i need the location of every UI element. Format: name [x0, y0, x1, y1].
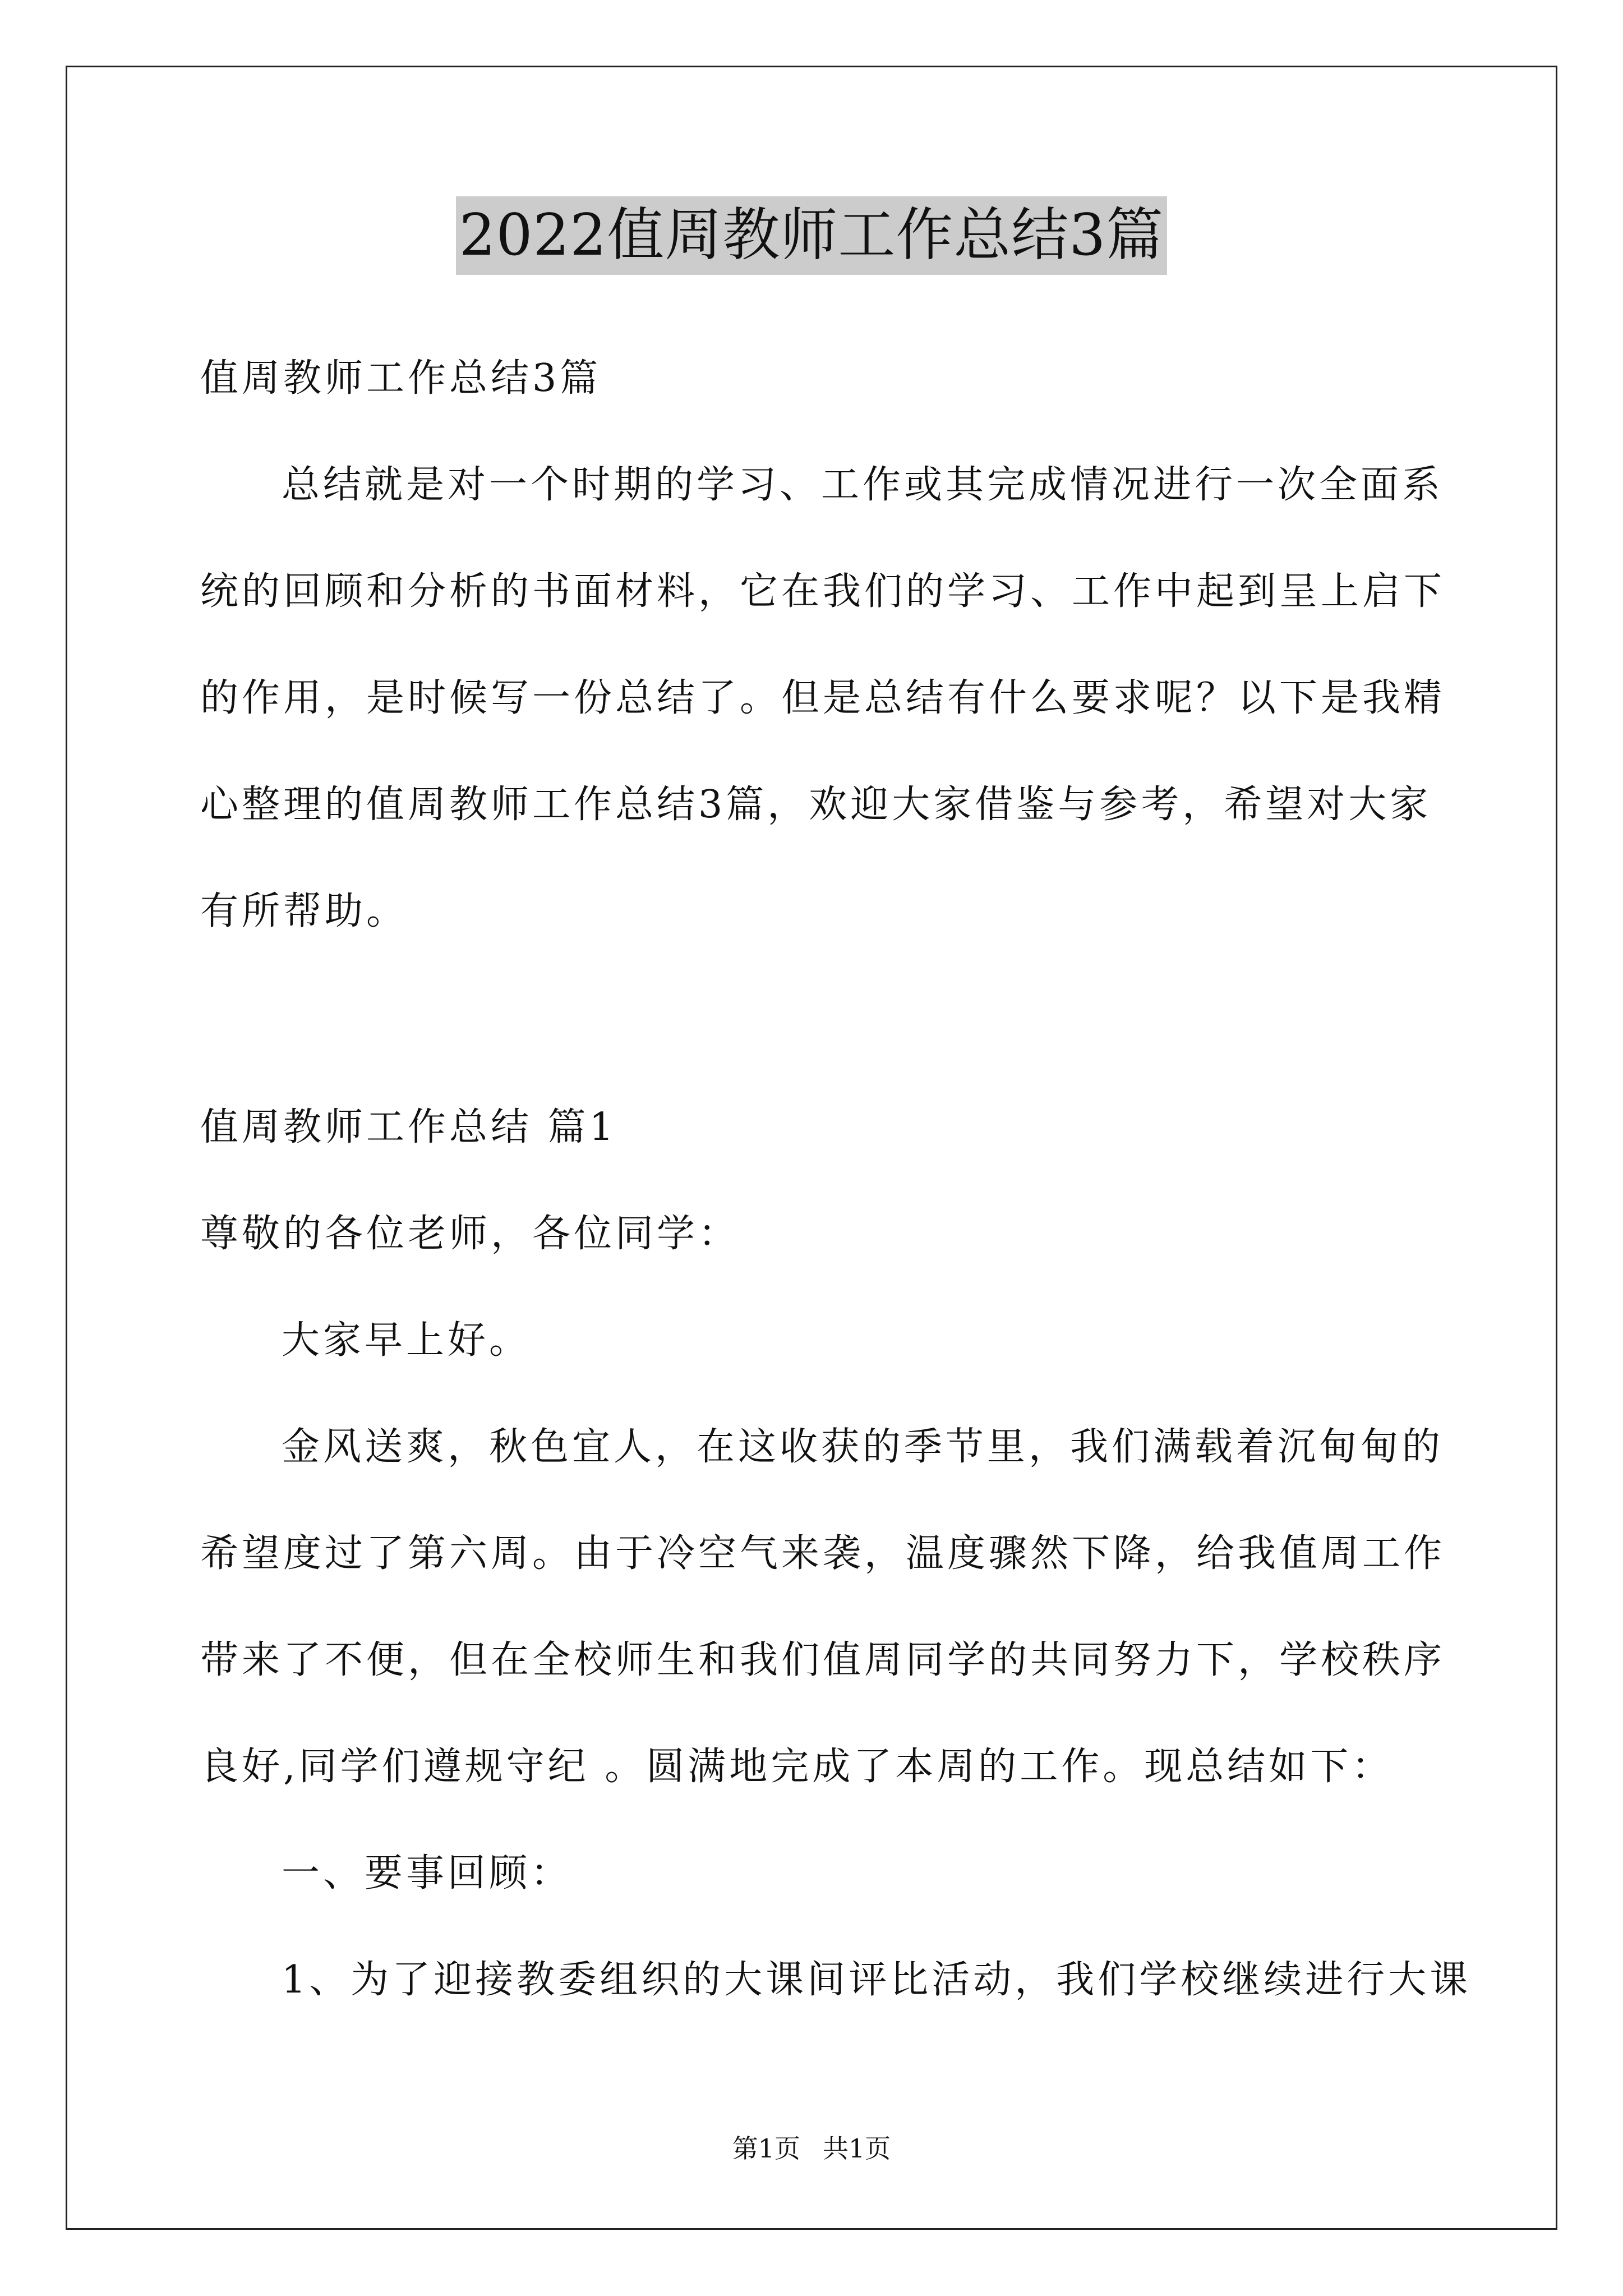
salutation-line: 尊敬的各位老师，各位同学： — [200, 1212, 740, 1256]
subtitle-line: 值周教师工作总结3篇 — [200, 356, 602, 401]
paragraph-line: 希望度过了第六周。由于冷空气来袭，温度骤然下降，给我值周工作 — [200, 1531, 1446, 1576]
list-heading: 一、要事回顾： — [282, 1851, 573, 1895]
page-footer — [0, 2132, 1623, 2165]
paragraph-line: 良好,同学们遵规守纪 。圆满地完成了本周的工作。现总结如下： — [200, 1745, 1394, 1789]
paragraph-line: 的作用，是时候写一份总结了。但是总结有什么要求呢？以下是我精 — [200, 676, 1446, 720]
paragraph-line: 带来了不便，但在全校师生和我们值周同学的共同努力下，学校秩序 — [200, 1638, 1446, 1682]
document-title: 2022值周教师工作总结3篇 — [456, 196, 1167, 275]
page-total: 共1页 — [823, 2133, 891, 2164]
paragraph-line: 总结就是对一个时期的学习、工作或其完成情况进行一次全面系 — [282, 463, 1444, 507]
paragraph-line: 统的回顾和分析的书面材料，它在我们的学习、工作中起到呈上启下 — [200, 569, 1446, 614]
title-container — [0, 196, 1623, 275]
paragraph-line: 心整理的值周教师工作总结3篇，欢迎大家借鉴与参考，希望对大家 — [200, 783, 1432, 827]
list-item: 1、为了迎接教委组织的大课间评比活动，我们学校继续进行大课 — [282, 1958, 1472, 2002]
paragraph-line: 有所帮助。 — [200, 889, 408, 933]
section-heading: 值周教师工作总结 篇1 — [200, 1105, 617, 1149]
paragraph-line: 金风送爽，秋色宜人，在这收获的季节里，我们满载着沉甸甸的 — [282, 1425, 1444, 1469]
greeting-line: 大家早上好。 — [282, 1318, 531, 1363]
page-number: 第1页 — [732, 2133, 800, 2164]
